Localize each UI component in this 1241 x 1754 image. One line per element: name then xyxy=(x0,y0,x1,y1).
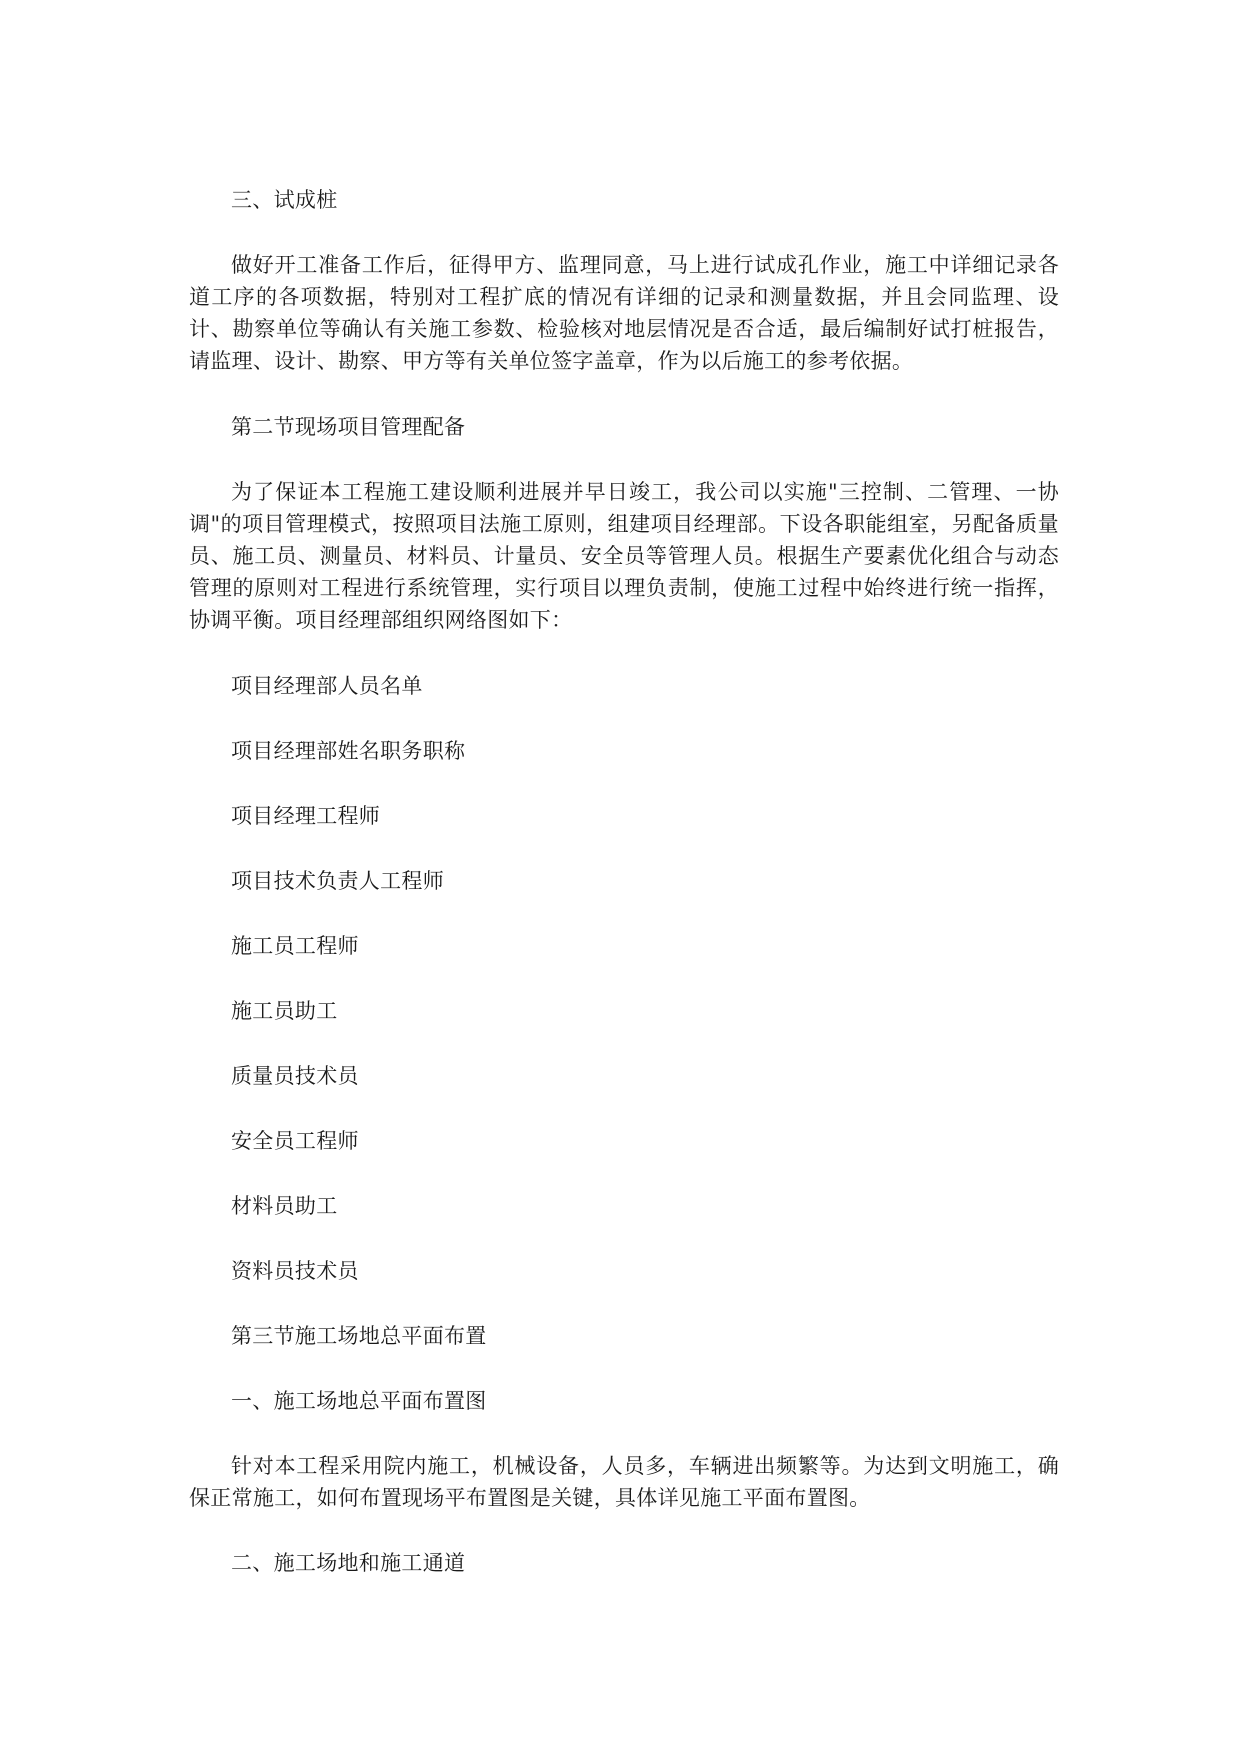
staff-row: 项目经理工程师 xyxy=(231,804,381,828)
staff-row: 材料员助工 xyxy=(231,1194,338,1218)
staff-list-title: 项目经理部人员名单 xyxy=(231,674,423,698)
paragraph: 做好开工准备工作后，征得甲方、监理同意，马上进行试成孔作业，施工中详细记录各道工序的各项数据，特别对工程扩底的情况有详细的记录和测量数据，并且会同监理、设计、勘察单位等确认有关施工参数、检验核对地层情况是否合适，最后编制好试打桩报告，请监理、设计、勘察、甲方等有关单位签字盖章，作为以后施工的参考依据。 xyxy=(189,253,1059,373)
staff-row: 安全员工程师 xyxy=(231,1129,359,1153)
paragraph: 针对本工程采用院内施工，机械设备，人员多，车辆进出频繁等。为达到文明施工，确保正常施工，如何布置现场平布置图是关键，具体详见施工平面布置图。 xyxy=(189,1454,1059,1510)
paragraph: 为了保证本工程施工建设顺利进展并早日竣工，我公司以实施"三控制、二管理、一协调"的项目管理模式，按照项目法施工原则，组建项目经理部。下设各职能组室，另配备质量员、施工员、测量员、材料员、计量员、安全员等管理人员。根据生产要素优化组合与动态管理的原则对工程进行系统管理，实行项目以理负责制，使施工过程中始终进行统一指挥，协调平衡。项目经理部组织网络图如下： xyxy=(189,480,1059,632)
section-heading: 三、试成桩 xyxy=(231,188,338,212)
sub-heading: 二、施工场地和施工通道 xyxy=(231,1551,466,1575)
staff-row: 质量员技术员 xyxy=(231,1064,359,1088)
staff-row: 项目技术负责人工程师 xyxy=(231,869,444,893)
section-heading: 第三节施工场地总平面布置 xyxy=(231,1324,487,1348)
sub-heading: 一、施工场地总平面布置图 xyxy=(231,1389,487,1413)
staff-row: 资料员技术员 xyxy=(231,1259,359,1283)
staff-row: 施工员工程师 xyxy=(231,934,359,958)
staff-row: 施工员助工 xyxy=(231,999,338,1023)
section-heading: 第二节现场项目管理配备 xyxy=(231,415,466,439)
staff-list-header: 项目经理部姓名职务职称 xyxy=(231,739,466,763)
